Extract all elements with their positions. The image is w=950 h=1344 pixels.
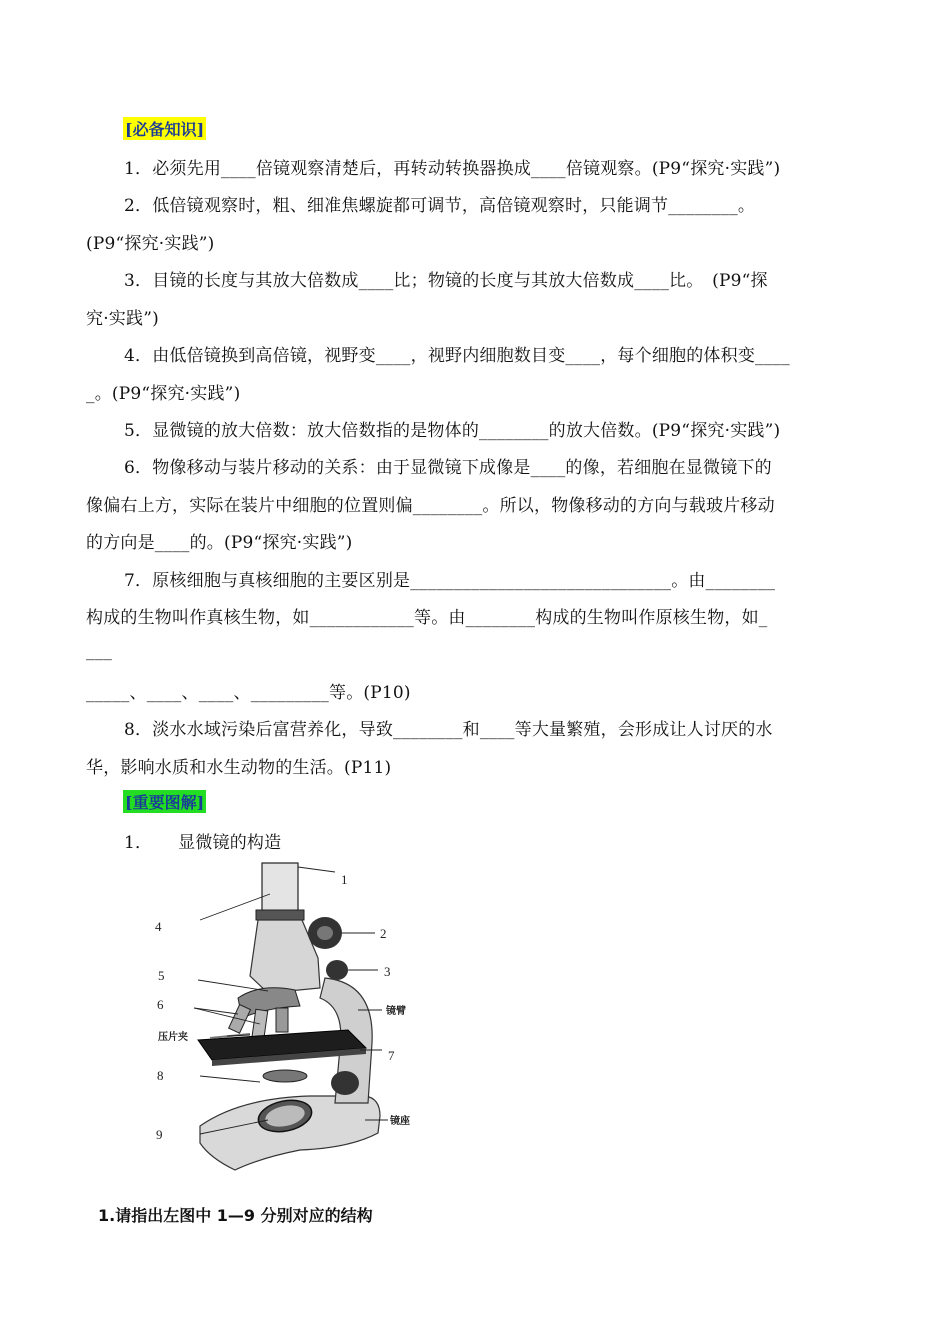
text-line: 华，影响水质和水生动物的生活。(P11) [86,758,392,778]
label-7: 7 [388,1048,395,1063]
text-line: 3．目镜的长度与其放大倍数成____比；物镜的长度与其放大倍数成____比。 (P9“探 [124,271,768,291]
text-line: (P9“探究·实践”) [86,234,215,254]
text-line: _____、____、____、_________等。(P10) [86,683,411,703]
text-line: 1．必须先用____倍镜观察清楚后，再转动转换器换成____倍镜观察。(P9“探究·实践”) [124,159,781,179]
text-line: ___ [86,641,113,661]
question-text: 1.请指出左图中 1—9 分别对应的结构 [98,1206,373,1225]
label-6: 6 [157,997,164,1012]
label-3: 3 [384,964,391,979]
label-arm: 镜臂 [386,1006,406,1017]
label-clip: 压片夹 [158,1032,188,1043]
text-line: 7．原核细胞与真核细胞的主要区别是______________________________。由________ [124,571,776,591]
section-header-diagram: [重要图解] [123,790,206,813]
text-line: _。(P9“探究·实践”) [86,384,241,404]
label-4: 4 [155,919,162,934]
label-2: 2 [380,926,387,941]
diagram-title: 1． 显微镜的构造 [124,833,282,853]
text-line: 像偏右上方，实际在装片中细胞的位置则偏________。所以，物像移动的方向与载玻片移动 [86,496,775,516]
label-base: 镜座 [390,1116,410,1127]
section-header-knowledge: [必备知识] [123,117,206,140]
text-line: 6．物像移动与装片移动的关系：由于显微镜下成像是____的像，若细胞在显微镜下的 [124,458,772,478]
text-line: 8．淡水水域污染后富营养化，导致________和____等大量繁殖，会形成让人讨厌的水 [124,720,773,740]
text-line: 5．显微镜的放大倍数：放大倍数指的是物体的________的放大倍数。(P9“探究·实践”) [124,421,781,441]
text-line: 2．低倍镜观察时，粗、细准焦螺旋都可调节，高倍镜观察时，只能调节________。 [124,196,756,216]
label-8: 8 [157,1068,164,1083]
text-line: 究·实践”) [86,309,159,329]
label-1: 1 [341,872,348,887]
text-line: 4．由低倍镜换到高倍镜，视野变____，视野内细胞数目变____，每个细胞的体积变____ [124,346,790,366]
text-line: 构成的生物叫作真核生物，如____________等。由________构成的生物叫作原核生物，如_ [86,608,768,628]
text-line: 的方向是____的。(P9“探究·实践”) [86,533,353,553]
label-9: 9 [156,1127,163,1142]
microscope-diagram [150,858,430,1178]
label-5: 5 [158,968,165,983]
